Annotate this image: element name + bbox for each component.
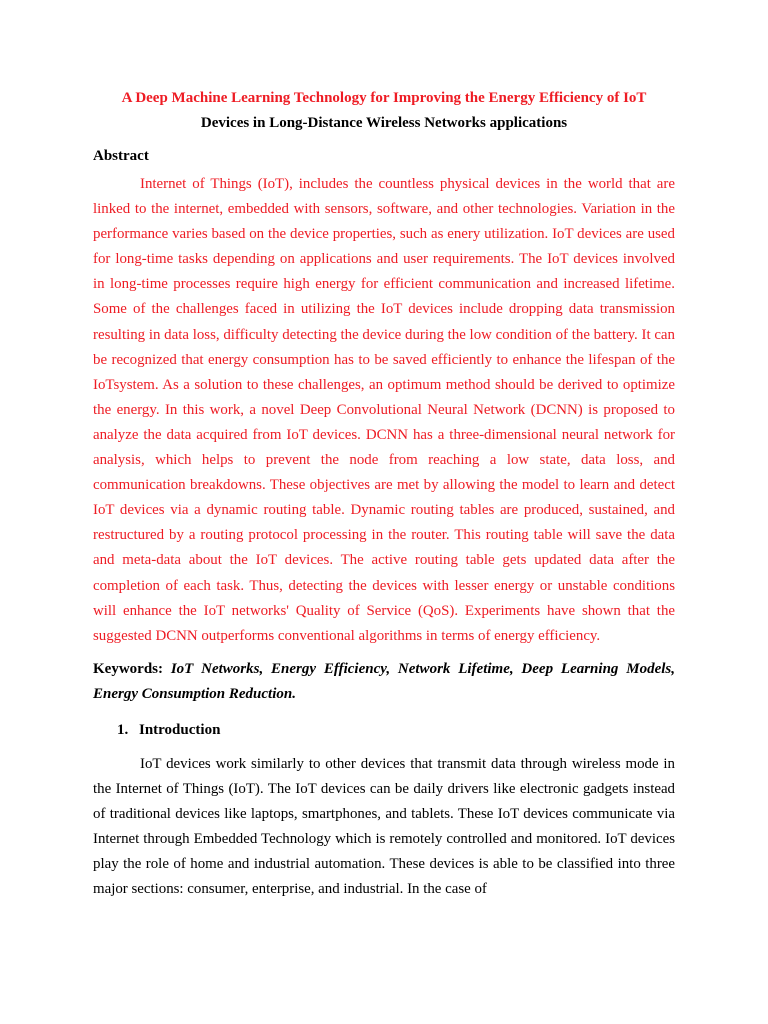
- keywords-label: Keywords:: [93, 660, 171, 677]
- section-number: 1.: [117, 721, 129, 738]
- abstract-paragraph: Internet of Things (IoT), includes the countless physical devices in the world that are linked to the internet, embedded with sensors, software, and other technologies. Variation in the performance varies based on the device properties, such as enery utilization. IoT devices are used for long-time tasks depending on applications and user requirements. The IoT devices involved in long-time processes require high energy for efficient communication and increased lifetime. Some of the challenges faced in utilizing the IoT devices include dropping data transmission resulting in data loss, difficulty detecting the device during the low condition of the battery. It can be recognized that energy consumption has to be saved efficiently to enhance the lifespan of the IoTsystem. As a solution to these challenges, an optimum method should be derived to optimize the energy. In this work, a novel Deep Convolutional Neural Network (DCNN) is proposed to analyze the data acquired from IoT devices. DCNN has a three-dimensional neural network for analysis, which helps to prevent the node from reaching a low state, data loss, and communication breakdowns. These objectives are met by allowing the model to learn and detect IoT devices via a dynamic routing table. Dynamic routing tables are produced, sustained, and restructured by a routing protocol processing in the router. This routing table will save the data and meta-data about the IoT devices. The active routing table gets updated data after the completion of each task. Thus, detecting the devices with lesser energy or unstable conditions will enhance the IoT networks' Quality of Service (QoS). Experiments have shown that the suggested DCNN outperforms conventional algorithms in terms of energy efficiency.: [93, 176, 675, 644]
- section-title: Introduction: [139, 721, 221, 738]
- keywords-list: IoT Networks, Energy Efficiency, Network Lifetime, Deep Learning Models, Energy Consumption Reduction.: [93, 660, 675, 702]
- introduction-heading: [117, 720, 675, 740]
- abstract-heading: Abstract: [93, 148, 149, 164]
- introduction-paragraph: IoT devices work similarly to other devices that transmit data through wireless mode in the Internet of Things (IoT). The IoT devices can be daily drivers like electronic gadgets instead of traditional devices like laptops, smartphones, and tablets. These IoT devices communicate via Internet through Embedded Technology which is remotely controlled and monitored. IoT devices play the role of home and industrial automation. These devices is able to be classified into three major sections: consumer, enterprise, and industrial. In the case of: [93, 755, 675, 898]
- keywords-line: [93, 657, 675, 707]
- title-line-1: A Deep Machine Learning Technology for Improving the Energy Efficiency of IoT: [121, 90, 647, 106]
- title-line-2: Devices in Long-Distance Wireless Networks applications: [200, 115, 568, 131]
